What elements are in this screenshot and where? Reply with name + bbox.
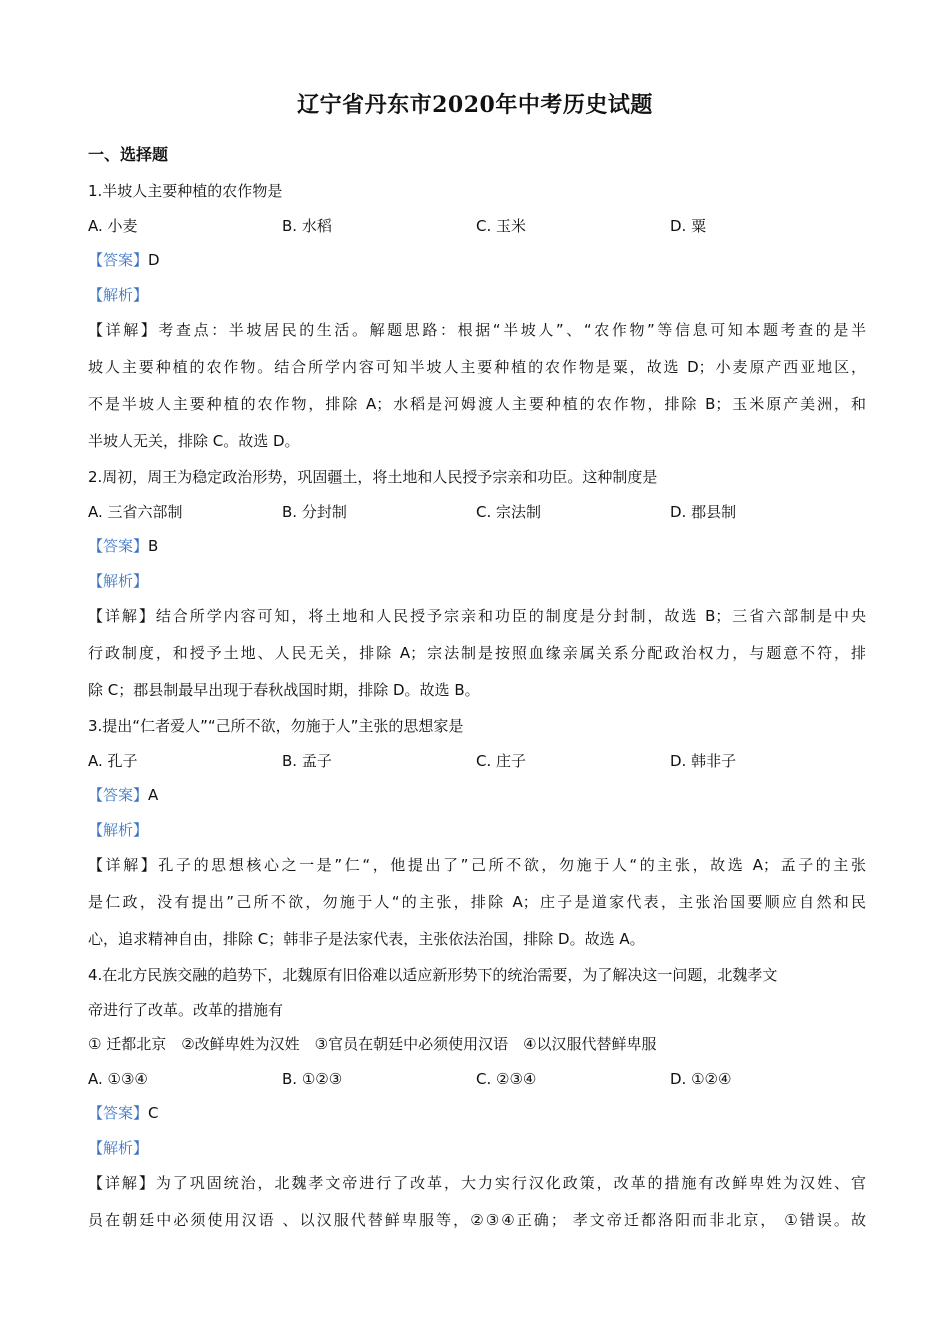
option-a: A. 三省六部制 bbox=[88, 502, 183, 521]
question-stem: 帝进行了改革。改革的措施有 bbox=[88, 1000, 284, 1019]
analysis-line bbox=[88, 278, 866, 313]
option-d: D. 粟 bbox=[670, 216, 707, 235]
question-stem: 1.半坡人主要种植的农作物是 bbox=[88, 182, 283, 200]
option-row bbox=[88, 495, 866, 530]
option-a: A. ①③④ bbox=[88, 1069, 148, 1088]
analysis-tag: 【解析】 bbox=[88, 1138, 149, 1157]
option-d: D. 郡县制 bbox=[670, 502, 737, 521]
option-c: C. 庄子 bbox=[476, 751, 527, 770]
answer-tag: 【答案】 bbox=[88, 251, 149, 269]
question-4 bbox=[88, 958, 866, 1239]
section-heading: 一、选择题 bbox=[88, 145, 169, 164]
option-b: B. ①②③ bbox=[282, 1069, 343, 1088]
option-c: C. 宗法制 bbox=[476, 502, 542, 521]
option-d: D. 韩非子 bbox=[670, 751, 737, 770]
analysis-tag: 【解析】 bbox=[88, 820, 149, 839]
option-d: D. ①②④ bbox=[670, 1069, 732, 1088]
question-list bbox=[88, 174, 866, 1239]
detail-tag: 【详解】 bbox=[88, 607, 156, 625]
detail-line bbox=[88, 598, 866, 635]
detail-tag: 【详解】 bbox=[88, 856, 159, 874]
detail-line: 心，追求精神自由，排除 C；韩非子是法家代表，主张依法治国，排除 D。故选 A。 bbox=[88, 930, 645, 948]
answer-tag: 【答案】 bbox=[88, 786, 149, 804]
analysis-tag: 【解析】 bbox=[88, 285, 149, 304]
page-title: 辽宁省丹东市2020年中考历史试题 bbox=[297, 92, 653, 118]
detail-paragraph bbox=[88, 1165, 866, 1239]
option-row bbox=[88, 744, 866, 779]
question-items: ① 迁都北京 ②改鲜卑姓为汉姓 ③官员在朝廷中必须使用汉语 ④以汉服代替鲜卑服 bbox=[88, 1035, 657, 1053]
analysis-line bbox=[88, 813, 866, 848]
option-a: A. 小麦 bbox=[88, 216, 138, 235]
option-c: C. 玉米 bbox=[476, 216, 527, 235]
option-row bbox=[88, 1062, 866, 1097]
detail-line: 是仁政，没有提出”己所不欲，勿施于人“的主张，排除 A；庄子是道家代表，主张治国要顺应自然和民 bbox=[88, 893, 866, 911]
detail-line bbox=[88, 312, 866, 349]
analysis-line bbox=[88, 1131, 866, 1166]
detail-line bbox=[88, 1165, 866, 1202]
detail-paragraph bbox=[88, 598, 866, 709]
answer-line bbox=[88, 1096, 866, 1131]
option-row bbox=[88, 209, 866, 244]
analysis-tag: 【解析】 bbox=[88, 571, 149, 590]
detail-tag: 【详解】 bbox=[88, 321, 159, 339]
detail-line: 行政制度，和授予土地、人民无关，排除 A；宗法制是按照血缘亲属关系分配政治权力，与题意不符，排 bbox=[88, 644, 866, 662]
answer-value: C bbox=[148, 1104, 159, 1122]
detail-line: 半坡人无关，排除 C。故选 D。 bbox=[88, 432, 300, 450]
detail-paragraph bbox=[88, 847, 866, 958]
detail-text: 孔子的思想核心之一是”仁“，他提出了”己所不欲，勿施于人“的主张，故选 A；孟子的主张 bbox=[158, 856, 866, 874]
option-b: B. 分封制 bbox=[282, 502, 347, 521]
answer-line bbox=[88, 243, 866, 278]
question-1 bbox=[88, 174, 866, 460]
question-stem: 4.在北方民族交融的趋势下，北魏原有旧俗难以适应新形势下的统治需要，为了解决这一问题，北魏孝文 bbox=[88, 966, 778, 984]
detail-text: 考查点：半坡居民的生活。解题思路：根据“半坡人”、“农作物”等信息可知本题考查的是半 bbox=[158, 321, 866, 339]
detail-line: 坡人主要种植的农作物。结合所学内容可知半坡人主要种植的农作物是粟，故选 D；小麦原产西亚地区， bbox=[88, 358, 866, 376]
option-b: B. 水稻 bbox=[282, 216, 332, 235]
answer-line bbox=[88, 529, 866, 564]
answer-value: B bbox=[148, 537, 159, 555]
option-c: C. ②③④ bbox=[476, 1069, 537, 1088]
answer-value: D bbox=[148, 251, 160, 269]
answer-value: A bbox=[148, 786, 159, 804]
detail-tag: 【详解】 bbox=[88, 1174, 156, 1192]
question-2 bbox=[88, 460, 866, 709]
detail-line: 不是半坡人主要种植的农作物，排除 A；水稻是河姆渡人主要种植的农作物，排除 B；玉米原产美洲，和 bbox=[88, 395, 866, 413]
question-3 bbox=[88, 709, 866, 958]
analysis-line bbox=[88, 564, 866, 599]
option-b: B. 孟子 bbox=[282, 751, 332, 770]
detail-line: 员在朝廷中必须使用汉语 、以汉服代替鲜卑服等，②③④正确； 孝文帝迁都洛阳而非北京， ①错误。故 bbox=[88, 1211, 866, 1229]
answer-tag: 【答案】 bbox=[88, 537, 149, 555]
detail-line: 除 C；郡县制最早出现于春秋战国时期，排除 D。故选 B。 bbox=[88, 681, 480, 699]
detail-line bbox=[88, 847, 866, 884]
detail-text: 结合所学内容可知，将土地和人民授予宗亲和功臣的制度是分封制，故选 B；三省六部制是中央 bbox=[155, 607, 866, 625]
question-stem: 3.提出“仁者爱人”“己所不欲，勿施于人”主张的思想家是 bbox=[88, 717, 464, 735]
option-a: A. 孔子 bbox=[88, 751, 138, 770]
answer-line bbox=[88, 778, 866, 813]
detail-text: 为了巩固统治，北魏孝文帝进行了改革，大力实行汉化政策，改革的措施有改鲜卑姓为汉姓、官 bbox=[155, 1174, 866, 1192]
question-stem: 2.周初，周王为稳定政治形势，巩固疆土，将土地和人民授予宗亲和功臣。这种制度是 bbox=[88, 468, 658, 486]
detail-paragraph bbox=[88, 312, 866, 460]
answer-tag: 【答案】 bbox=[88, 1104, 149, 1122]
